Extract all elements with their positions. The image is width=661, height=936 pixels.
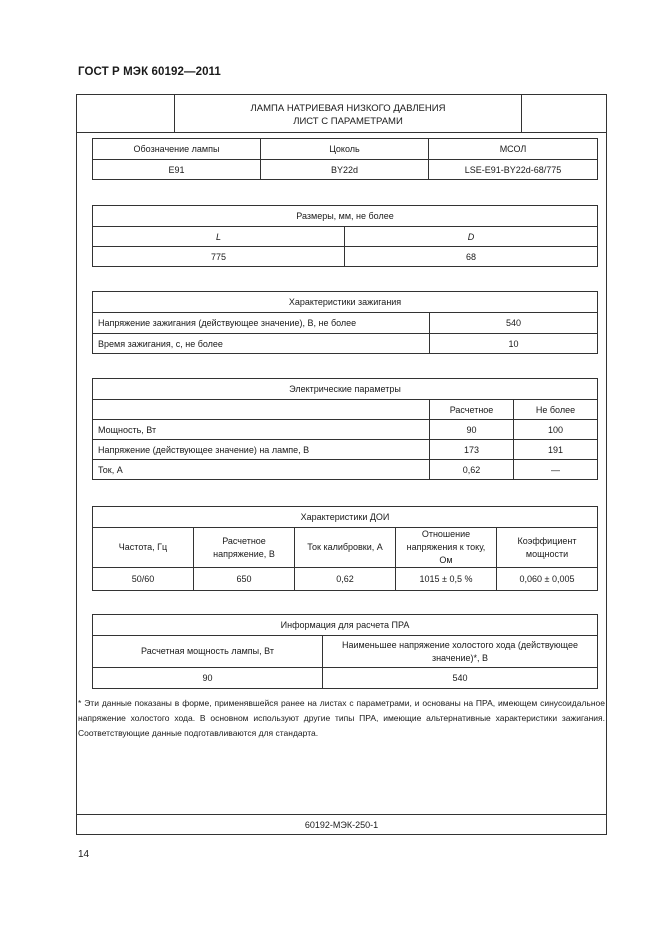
electrical-header-max: Не более	[514, 400, 598, 420]
doi-header-voltage: Расчетное напряжение, В	[194, 528, 295, 568]
doi-value-frequency: 50/60	[93, 568, 194, 591]
title-right-cell	[521, 94, 607, 132]
electrical-power-max: 100	[514, 420, 598, 440]
electrical-current-rated: 0,62	[430, 460, 514, 480]
ballast-value-voltage: 540	[323, 668, 598, 689]
electrical-header-empty	[93, 400, 430, 420]
dimensions-caption: Размеры, мм, не более	[93, 206, 598, 227]
designation-table	[92, 138, 598, 180]
electrical-table	[92, 378, 598, 480]
ignition-time-value: 10	[430, 334, 598, 354]
designation-value-lamp: E91	[93, 160, 261, 180]
electrical-voltage-max: 191	[514, 440, 598, 460]
electrical-power-rated: 90	[430, 420, 514, 440]
footnote: * Эти данные показаны в форме, применявшейся ранее на листах с параметрами, и основаны на ПРА, имеющем синусоидальное напряжение холостого хода. В основном используют другие типы ПРА, имеющие альтернативные характеристики зажигания. Соответствующие данные подготавливаются для стандарта.	[78, 698, 605, 738]
dimensions-header-l-text: L	[215, 231, 221, 242]
ignition-voltage-label: Напряжение зажигания (действующее значение), В, не более	[93, 313, 430, 334]
doi-header-current: Ток калибровки, А	[295, 528, 396, 568]
ballast-header-power: Расчетная мощность лампы, Вт	[93, 636, 323, 668]
electrical-current-max: —	[514, 460, 598, 480]
ignition-time-label: Время зажигания, с, не более	[93, 334, 430, 354]
title-left-cell	[76, 94, 175, 132]
dimensions-value-d: 68	[345, 247, 598, 267]
dimensions-table	[92, 205, 598, 267]
document-header: ГОСТ Р МЭК 60192—2011	[78, 66, 221, 78]
doi-header-frequency: Частота, Гц	[93, 528, 194, 568]
doi-header-ratio: Отношение напряжения к току, Ом	[396, 528, 497, 568]
doi-caption: Характеристики ДОИ	[93, 507, 598, 528]
doi-value-ratio: 1015 ± 0,5 %	[396, 568, 497, 591]
ballast-table	[92, 614, 598, 689]
electrical-current-label: Ток, А	[93, 460, 430, 480]
designation-header-base: Цоколь	[261, 139, 429, 160]
ballast-caption: Информация для расчета ПРА	[93, 615, 598, 636]
sheet-title	[175, 102, 521, 128]
electrical-voltage-label: Напряжение (действующее значение) на лампе, В	[93, 440, 430, 460]
doi-value-power-factor: 0,060 ± 0,005	[497, 568, 598, 591]
designation-header-mcol: МСОЛ	[429, 139, 598, 160]
ballast-value-power: 90	[93, 668, 323, 689]
dimensions-header-l	[93, 227, 345, 247]
ignition-voltage-value: 540	[430, 313, 598, 334]
sheet-code: 60192-МЭК-250-1	[304, 820, 379, 830]
doi-value-current: 0,62	[295, 568, 396, 591]
frame-bottom-divider	[76, 814, 607, 815]
ignition-caption: Характеристики зажигания	[93, 292, 598, 313]
dimensions-header-d	[345, 227, 598, 247]
title-block	[76, 94, 607, 133]
electrical-header-rated: Расчетное	[430, 400, 514, 420]
sheet-title-line-2: ЛИСТ С ПАРАМЕТРАМИ	[293, 116, 403, 127]
designation-header-lamp: Обозначение лампы	[93, 139, 261, 160]
doi-value-voltage: 650	[194, 568, 295, 591]
designation-value-base: BY22d	[261, 160, 429, 180]
doi-header-power-factor: Коэффициент мощности	[497, 528, 598, 568]
page-number: 14	[78, 849, 90, 860]
dimensions-header-d-text: D	[467, 231, 475, 242]
electrical-voltage-rated: 173	[430, 440, 514, 460]
electrical-caption: Электрические параметры	[93, 379, 598, 400]
ballast-header-voltage: Наименьшее напряжение холостого хода (действующее значение)*, В	[323, 636, 598, 668]
electrical-power-label: Мощность, Вт	[93, 420, 430, 440]
doi-table	[92, 506, 598, 591]
designation-value-mcol: LSE-E91-BY22d-68/775	[429, 160, 598, 180]
dimensions-value-l: 775	[93, 247, 345, 267]
sheet-title-line-1: ЛАМПА НАТРИЕВАЯ НИЗКОГО ДАВЛЕНИЯ	[250, 103, 446, 114]
ignition-table	[92, 291, 598, 354]
